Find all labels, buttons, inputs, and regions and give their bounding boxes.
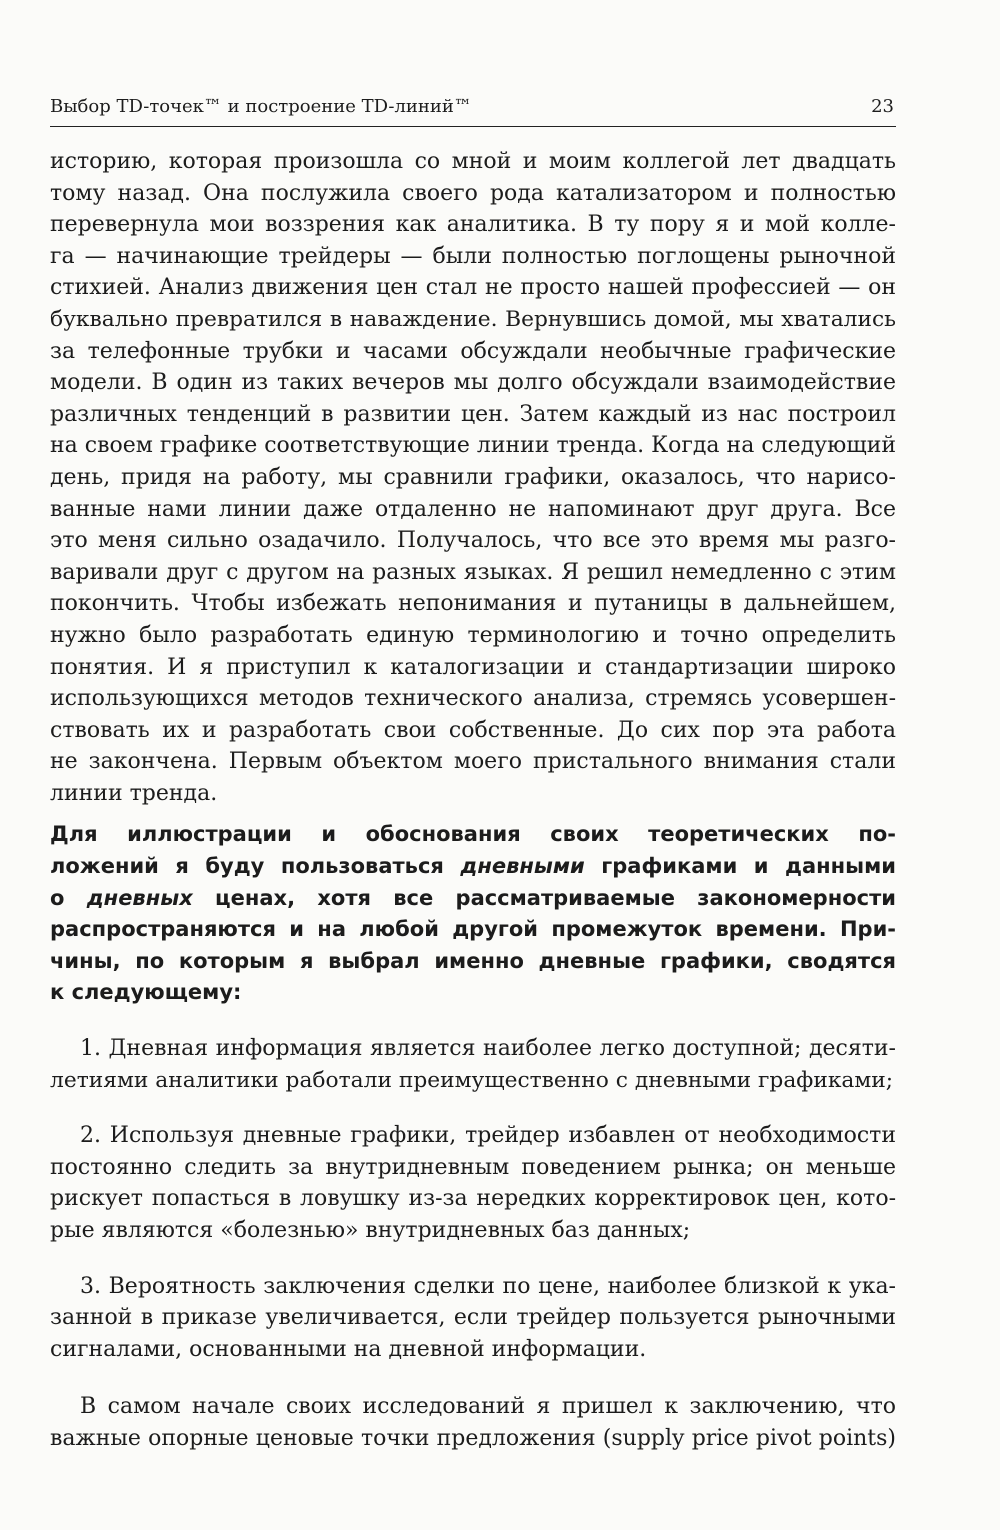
text-line: рые являются «болезнью» внутридневных баз данных; (50, 1218, 691, 1243)
italic-text: дневными (460, 854, 585, 879)
text-line: рискует попасться в ловушку из-за нередких корректировок цен, кото- (50, 1186, 896, 1212)
text-line: ванные нами линии даже отдаленно не напоминают друг друга. Все (50, 496, 896, 522)
text-line: модели. В один из таких вечеров мы долго обсуждали взаимодействие (50, 370, 896, 396)
text-line: покончить. Чтобы избежать непонимания и путаницы в дальнейшем, (50, 591, 896, 617)
text-line: стихией. Анализ движения цен стал не просто нашей профессией — он (50, 275, 896, 301)
text-line: ствовать их и разработать свои собственные. До сих пор эта работа (50, 717, 896, 743)
text-line (50, 851, 896, 883)
text-run: о (50, 885, 87, 910)
paragraph-1 (50, 146, 896, 809)
page-number: 23 (871, 96, 894, 117)
list-item-2 (50, 1120, 896, 1246)
text-line: летиями аналитики работали преимущественно с дневными графиками; (50, 1067, 894, 1093)
text-line: 3. Вероятность заключения сделки по цене, наиболее близкой к ука- (80, 1273, 896, 1299)
text-line: это меня сильно озадачило. Получалось, что все это время мы разго- (50, 528, 896, 554)
list-item-1 (50, 1033, 896, 1096)
text-line: важные опорные ценовые точки предложения (supply price pivot points) (50, 1425, 896, 1451)
text-line: историю, которая произошла со мной и моим коллегой лет двадцать (50, 149, 896, 174)
text-line: постоянно следить за внутридневным поведением рынка; он меньше (50, 1154, 896, 1180)
text-line: Для иллюстрации и обоснования своих теоретических по- (50, 822, 896, 847)
text-run: ложений я буду пользоваться (50, 854, 461, 879)
text-line: нужно было разработать единую терминологию и точно определить (50, 622, 896, 648)
text-line: 1. Дневная информация является наиболее легко доступной; десяти- (80, 1036, 896, 1062)
text-line: 2. Используя дневные графики, трейдер избавлен от необходимости (80, 1123, 896, 1149)
text-line: перевернула мои воззрения как аналитика. В ту пору я и мой колле- (50, 212, 896, 238)
list-item-3 (50, 1271, 896, 1366)
text-line: на своем графике соответствующие линии тренда. Когда на следующий (50, 433, 897, 459)
text-run: графиками и данными (584, 854, 896, 879)
text-line: использующихся методов технического анализа, стремясь усовершен- (50, 686, 896, 712)
text-line: понятия. И я приступил к каталогизации и стандартизации широко (50, 654, 896, 680)
text-line: сигналами, основанными на дневной информации. (50, 1336, 647, 1362)
running-header (50, 92, 896, 127)
text-line: не закончена. Первым объектом моего пристального внимания стали (50, 749, 896, 775)
italic-text: дневных (86, 885, 193, 910)
paragraph-final (50, 1391, 896, 1454)
text-line: к следующему: (50, 980, 242, 1005)
text-line: га — начинающие трейдеры — были полностью поглощены рыночной (50, 243, 896, 269)
text-line: день, придя на работу, мы сравнили графики, оказалось, что нарисо- (50, 464, 896, 490)
bold-paragraph (50, 819, 896, 1009)
text-line: различных тенденций в развитии цен. Затем каждый из нас построил (50, 401, 896, 427)
chapter-title: Выбор TD-точек™ и построение TD-линий™ (50, 96, 472, 117)
text-line: тому назад. Она послужила своего рода катализатором и полностью (50, 180, 896, 206)
text-line: линии тренда. (50, 780, 218, 806)
text-line: за телефонные трубки и часами обсуждали необычные графические (50, 338, 896, 364)
text-line: буквально превратился в наваждение. Вернувшись домой, мы хватались (50, 306, 896, 332)
text-line: распространяются и на любой другой промежуток времени. При- (50, 917, 896, 942)
text-line: В самом начале своих исследований я пришел к заключению, что (80, 1394, 896, 1420)
text-line: варивали друг с другом на разных языках. Я решил немедленно с этим (50, 559, 896, 585)
text-line: чины, по которым я выбрал именно дневные графики, сводятся (50, 948, 896, 973)
text-line (50, 883, 896, 915)
text-line: занной в приказе увеличивается, если трейдер пользуется рыночными (50, 1305, 896, 1331)
text-run: ценах, хотя все рассматриваемые закономерности (192, 885, 896, 910)
page-body (50, 146, 896, 1455)
